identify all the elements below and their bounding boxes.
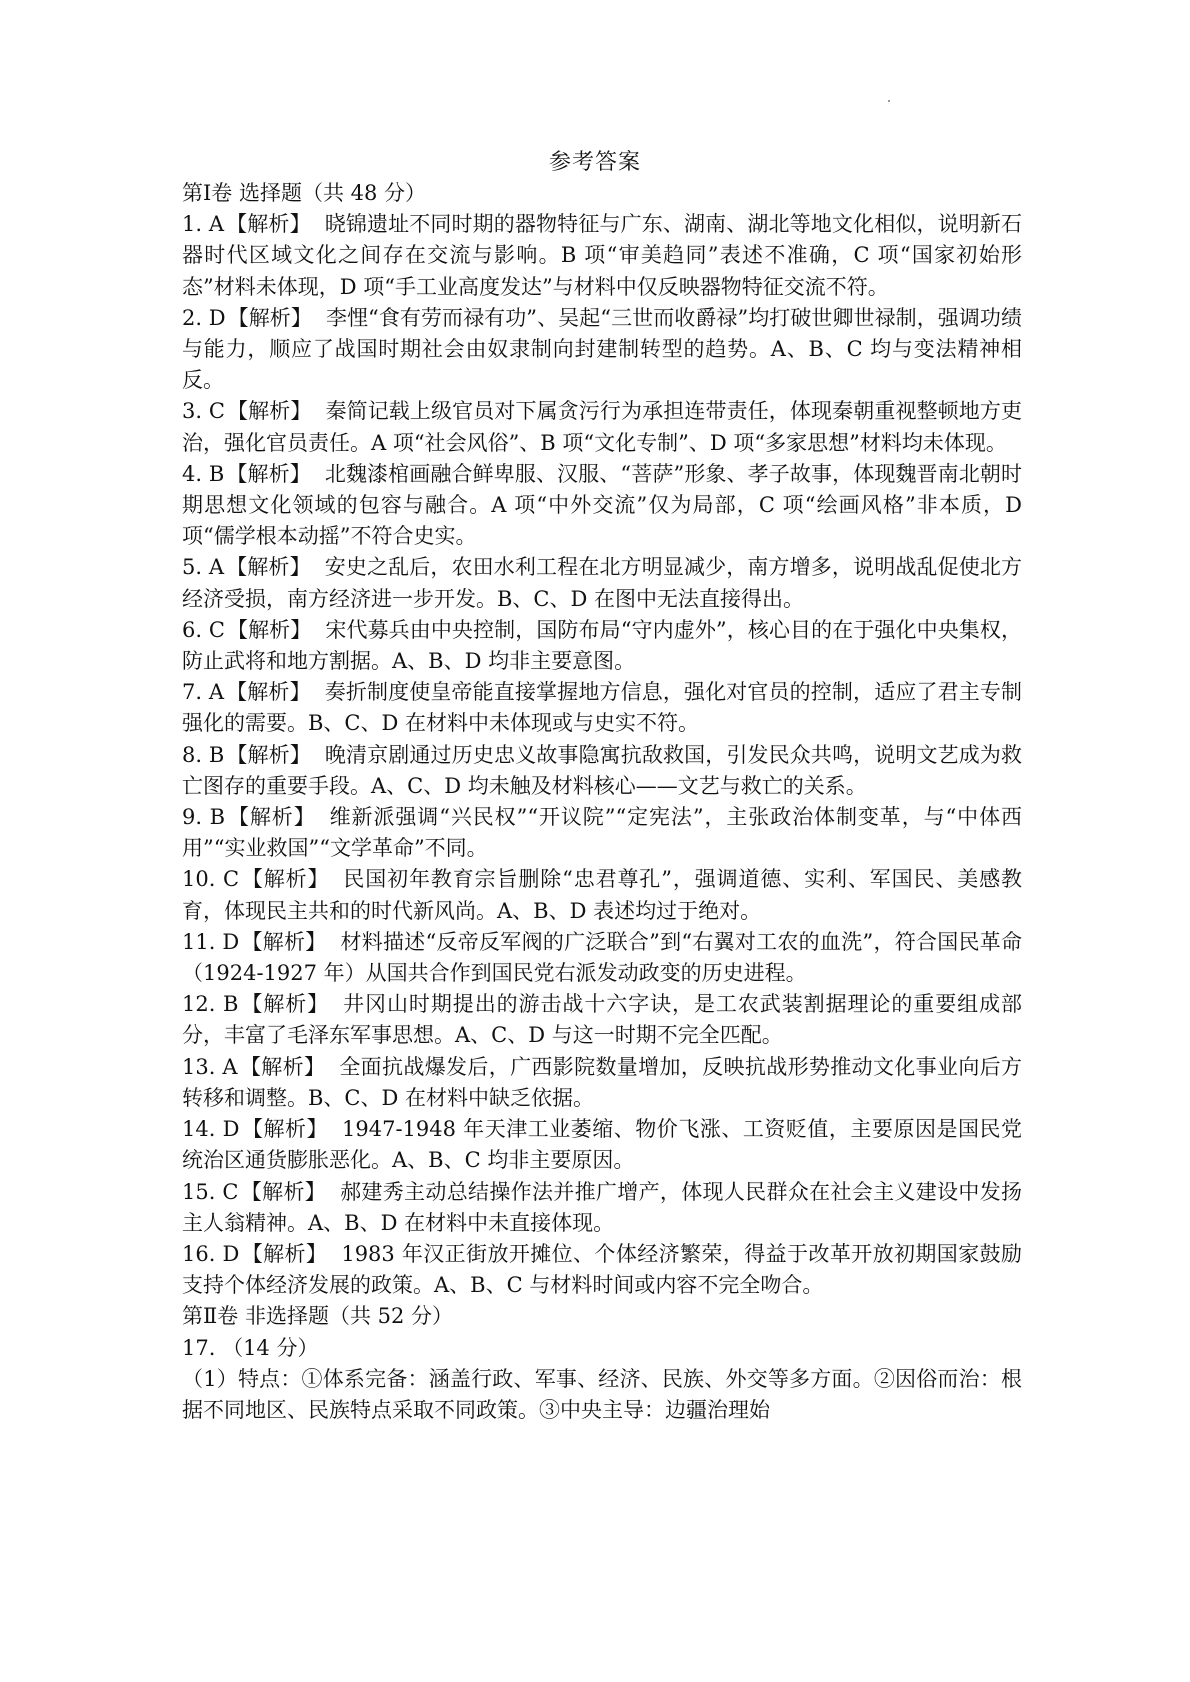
answer-letter: A bbox=[208, 212, 225, 237]
analysis-tag: 【解析】 bbox=[227, 805, 316, 830]
answer-item bbox=[182, 552, 1022, 614]
answer-number: 1. bbox=[182, 212, 209, 237]
answer-item bbox=[182, 864, 1022, 926]
scan-dot bbox=[888, 100, 890, 102]
analysis-tag: 【解析】 bbox=[226, 742, 311, 767]
analysis-text: 全面抗战爆发后，广西影院数量增加，反映抗战形势推动文化事业向后方转移和调整。B、C、D 在材料中缺乏依据。 bbox=[182, 1054, 1023, 1110]
answer-number: 10. bbox=[182, 867, 223, 892]
question-17-head: 17. （14 分） bbox=[182, 1335, 319, 1360]
analysis-text: 维新派强调“兴民权”“开议院”“定宪法”，主张政治体制变革，与“中体西用”“实业救国”“文学革命”不同。 bbox=[182, 805, 1022, 861]
answer-letter: B bbox=[209, 805, 226, 830]
answer-item bbox=[182, 303, 1022, 397]
answer-item bbox=[182, 1239, 1022, 1301]
answer-letter: B bbox=[223, 992, 239, 1017]
analysis-tag: 【解析】 bbox=[241, 867, 330, 892]
analysis-tag: 【解析】 bbox=[226, 212, 311, 237]
answer-number: 16. bbox=[182, 1241, 223, 1266]
answer-item bbox=[182, 740, 1022, 802]
analysis-tag: 【解析】 bbox=[227, 305, 312, 330]
answer-number: 9. bbox=[182, 805, 210, 830]
answer-letter: C bbox=[208, 399, 225, 424]
analysis-tag: 【解析】 bbox=[226, 617, 312, 642]
answer-letter: B bbox=[208, 461, 225, 486]
answer-letter: B bbox=[208, 742, 225, 767]
answer-item bbox=[182, 1052, 1022, 1114]
answer-letter: D bbox=[222, 929, 240, 954]
answer-letter: C bbox=[222, 867, 240, 892]
answer-letter: C bbox=[222, 1179, 239, 1204]
question-17-body: （1）特点：①体系完备：涵盖行政、军事、经济、民族、外交等多方面。②因俗而治：根据不同地区、民族特点采取不同政策。③中央主导：边疆治理始 bbox=[182, 1366, 1022, 1422]
question-17 bbox=[182, 1333, 1022, 1427]
answer-number: 5. bbox=[182, 555, 209, 580]
page-title: 参考答案 bbox=[548, 150, 641, 175]
answer-item bbox=[182, 927, 1022, 989]
answer-letter: D bbox=[208, 305, 226, 330]
answer-letter: A bbox=[208, 680, 225, 705]
part2-heading: 第Ⅱ卷 非选择题（共 52 分） bbox=[182, 1304, 454, 1329]
answer-content bbox=[182, 178, 1022, 1426]
analysis-text: 晚清京剧通过历史忠义故事隐寓抗敌救国，引发民众共鸣，说明文艺成为救亡图存的重要手段。A、C、D 均未触及材料核心——文艺与救亡的关系。 bbox=[182, 742, 1022, 798]
answer-item bbox=[182, 459, 1022, 553]
answer-list bbox=[182, 209, 1022, 1301]
analysis-text: 安史之乱后，农田水利工程在北方明显减少，南方增多，说明战乱促使北方经济受损，南方经济进一步开发。B、C、D 在图中无法直接得出。 bbox=[182, 555, 1023, 611]
analysis-tag: 【解析】 bbox=[226, 555, 311, 580]
analysis-tag: 【解析】 bbox=[240, 992, 330, 1017]
answer-item bbox=[182, 802, 1022, 864]
answer-item bbox=[182, 209, 1022, 303]
analysis-text: 郝建秀主动总结操作法并推广增产，体现人民群众在社会主义建设中发扬主人翁精神。A、B、D 在材料中未直接体现。 bbox=[182, 1179, 1023, 1235]
answer-letter: A bbox=[208, 555, 225, 580]
analysis-tag: 【解析】 bbox=[239, 1054, 326, 1079]
analysis-text: 秦简记载上级官员对下属贪污行为承担连带责任，体现秦朝重视整顿地方吏治，强化官员责任。A 项“社会风俗”、B 项“文化专制”、D 项“多家思想”材料均未体现。 bbox=[182, 399, 1023, 455]
answer-letter: C bbox=[208, 617, 225, 642]
answer-number: 3. bbox=[182, 399, 209, 424]
answer-number: 14. bbox=[182, 1117, 223, 1142]
answer-number: 8. bbox=[182, 742, 209, 767]
analysis-tag: 【解析】 bbox=[226, 461, 311, 486]
answer-number: 11. bbox=[182, 929, 223, 954]
answer-item bbox=[182, 396, 1022, 458]
analysis-text: 民国初年教育宗旨删除“忠君尊孔”，强调道德、实利、军国民、美感教育，体现民主共和的时代新风尚。A、B、D 表述均过于绝对。 bbox=[182, 867, 1022, 923]
answer-item bbox=[182, 989, 1022, 1051]
analysis-text: 1947-1948 年天津工业萎缩、物价飞涨、工资贬值，主要原因是国民党统治区通货膨胀恶化。A、B、C 均非主要原因。 bbox=[182, 1117, 1023, 1173]
analysis-text: 1983 年汉正街放开摊位、个体经济繁荣，得益于改革开放初期国家鼓励支持个体经济发展的政策。A、B、C 与材料时间或内容不完全吻合。 bbox=[182, 1241, 1023, 1298]
answer-number: 7. bbox=[182, 680, 209, 705]
answer-item bbox=[182, 615, 1022, 677]
analysis-text: 李悝“食有劳而禄有功”、吴起“三世而收爵禄”均打破世卿世禄制，强调功绩与能力，顺应了战国时期社会由奴隶制向封建制转型的趋势。A、B、C 均与变法精神相反。 bbox=[182, 305, 1022, 393]
analysis-text: 晓锦遗址不同时期的器物特征与广东、湖南、湖北等地文化相似，说明新石器时代区域文化之间存在交流与影响。B 项“审美趋同”表述不准确，C 项“国家初始形态”材料未体现，D 项“手工业高度发达”与材料中仅反映器物特征交流不符。 bbox=[182, 212, 1023, 299]
analysis-tag: 【解析】 bbox=[226, 399, 312, 424]
analysis-text: 宋代募兵由中央控制，国防布局“守内虚外”，核心目的在于强化中央集权，防止武将和地方割据。A、B、D 均非主要意图。 bbox=[182, 617, 1023, 674]
analysis-text: 井冈山时期提出的游击战十六字诀，是工农武装割据理论的重要组成部分，丰富了毛泽东军事思想。A、C、D 与这一时期不完全匹配。 bbox=[182, 992, 1023, 1048]
answer-number: 12. bbox=[182, 992, 224, 1017]
answer-number: 6. bbox=[182, 617, 209, 642]
analysis-text: 北魏漆棺画融合鲜卑服、汉服、“菩萨”形象、孝子故事，体现魏晋南北朝时期思想文化领域的包容与融合。A 项“中外交流”仅为局部，C 项“绘画风格”非本质，D 项“儒学根本动摇”不符合史实。 bbox=[182, 461, 1022, 549]
answer-letter: D bbox=[222, 1117, 240, 1142]
answer-letter: A bbox=[222, 1054, 238, 1079]
answer-item bbox=[182, 1114, 1022, 1176]
answer-item bbox=[182, 677, 1022, 739]
analysis-text: 材料描述“反帝反军阀的广泛联合”到“右翼对工农的血洗”，符合国民革命（1924-1927 年）从国共合作到国民党右派发动政变的历史进程。 bbox=[182, 929, 1023, 986]
analysis-tag: 【解析】 bbox=[241, 1117, 329, 1142]
answer-number: 15. bbox=[182, 1179, 223, 1204]
part1-heading: 第Ⅰ卷 选择题（共 48 分） bbox=[182, 181, 427, 205]
answer-letter: D bbox=[222, 1241, 240, 1266]
answer-item bbox=[182, 1177, 1022, 1239]
analysis-tag: 【解析】 bbox=[241, 929, 327, 954]
analysis-text: 奏折制度使皇帝能直接掌握地方信息，强化对官员的控制，适应了君主专制强化的需要。B、C、D 在材料中未体现或与史实不符。 bbox=[182, 680, 1023, 736]
analysis-tag: 【解析】 bbox=[241, 1241, 328, 1266]
answer-number: 13. bbox=[182, 1054, 223, 1079]
answer-number: 4. bbox=[182, 461, 209, 486]
analysis-tag: 【解析】 bbox=[226, 680, 311, 705]
answer-number: 2. bbox=[182, 305, 209, 330]
analysis-tag: 【解析】 bbox=[240, 1179, 327, 1204]
